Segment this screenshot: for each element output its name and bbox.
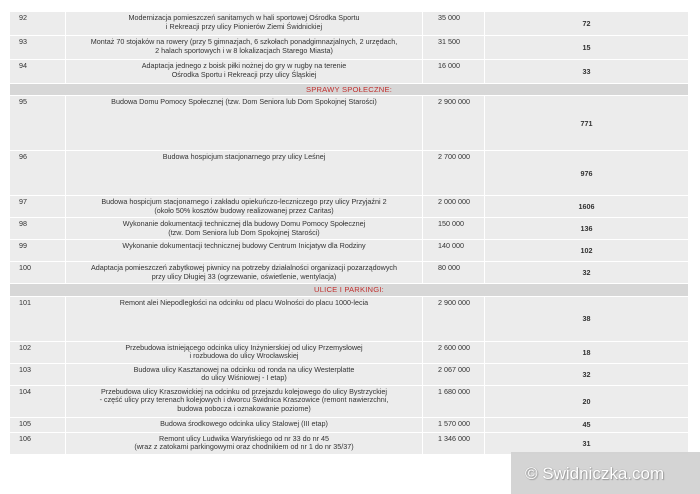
table-body-streets	[10, 296, 689, 454]
project-amount: 35 000	[423, 12, 485, 36]
description-line: Remont ulicy Ludwika Waryńskiego od nr 33 do nr 45	[159, 433, 329, 443]
table-row	[10, 296, 689, 341]
description-line: (wraz z zatokami parkingowymi oraz chodnikiem od nr 1 do nr 35/37)	[134, 442, 354, 452]
description-line: i rozbudowa do ulicy Wrocławskiej	[189, 351, 299, 361]
project-votes: 771	[485, 96, 689, 151]
project-description	[66, 151, 423, 196]
section-title: SPRAWY SPOŁECZNE:	[10, 84, 689, 96]
project-description	[66, 36, 423, 60]
project-description	[66, 417, 423, 432]
description-line: Budowa środkowego odcinka ulicy Stalowej (III etap)	[160, 418, 328, 428]
description-line: Budowa hospicjum stacjonarnego przy ulicy Leśnej	[162, 152, 326, 162]
description-line: Montaż 70 stojaków na rowery (przy 5 gimnazjach, 6 szkołach ponadgimnazjalnych, 2 urzędach,	[90, 37, 398, 46]
project-votes: 31	[485, 432, 689, 454]
project-description	[66, 385, 423, 417]
project-description	[66, 262, 423, 284]
project-amount: 2 067 000	[423, 363, 485, 385]
description-line: budowa pobocza i oznakowanie poziome)	[177, 404, 311, 414]
project-votes: 32	[485, 363, 689, 385]
project-amount: 80 000	[423, 262, 485, 284]
project-votes: 72	[485, 12, 689, 36]
project-description	[66, 240, 423, 262]
table-row	[10, 151, 689, 196]
table-row	[10, 341, 689, 363]
budget-projects-table	[9, 11, 689, 455]
project-number: 98	[10, 218, 66, 240]
watermark-text: © Swidniczka.com	[525, 464, 665, 483]
description-line: Budowa Domu Pomocy Społecznej (tzw. Dom Seniora lub Dom Spokojnej Starości)	[111, 97, 377, 107]
description-line: do ulicy Wiśniowej - I etap)	[201, 373, 287, 383]
project-number: 95	[10, 96, 66, 151]
project-number: 92	[10, 12, 66, 36]
project-number: 104	[10, 385, 66, 417]
project-amount: 1 346 000	[423, 432, 485, 454]
project-number: 101	[10, 296, 66, 341]
project-amount: 16 000	[423, 60, 485, 84]
project-number: 103	[10, 363, 66, 385]
section-header-row	[10, 84, 689, 96]
project-votes: 18	[485, 341, 689, 363]
table-row	[10, 363, 689, 385]
table-row	[10, 96, 689, 151]
project-votes: 976	[485, 151, 689, 196]
project-votes: 45	[485, 417, 689, 432]
description-line: Wykonanie dokumentacji technicznej budowy Centrum Inicjatyw dla Rodziny	[122, 241, 366, 251]
project-amount: 2 700 000	[423, 151, 485, 196]
project-votes: 15	[485, 36, 689, 60]
table-row	[10, 262, 689, 284]
project-description	[66, 196, 423, 218]
project-amount: 31 500	[423, 36, 485, 60]
description-line: i Rekreacji przy ulicy Pionierów Ziemi Świdnickiej	[165, 21, 323, 31]
description-line: Budowa ulicy Kasztanowej na odcinku od ronda na ulicy Westerplatte	[133, 364, 355, 374]
project-amount: 1 680 000	[423, 385, 485, 417]
project-votes: 38	[485, 296, 689, 341]
project-amount: 1 570 000	[423, 417, 485, 432]
project-amount: 2 900 000	[423, 96, 485, 151]
section-social	[10, 84, 689, 96]
description-line: - część ulicy przy terenach kolejowych i dworcu Świdnica Kraszowice (remont nawierzchni,	[99, 395, 389, 405]
section-header-row	[10, 284, 689, 296]
project-number: 96	[10, 151, 66, 196]
project-number: 93	[10, 36, 66, 60]
project-amount: 2 600 000	[423, 341, 485, 363]
table-row	[10, 36, 689, 60]
project-votes: 32	[485, 262, 689, 284]
section-title: ULICE I PARKINGI:	[10, 284, 689, 296]
table-row	[10, 432, 689, 454]
project-votes: 33	[485, 60, 689, 84]
description-line: Wykonanie dokumentacji technicznej dla budowy Domu Pomocy Społecznej	[122, 219, 366, 229]
project-description	[66, 96, 423, 151]
project-votes: 102	[485, 240, 689, 262]
project-votes: 1606	[485, 196, 689, 218]
description-line: Przebudowa ulicy Kraszowickiej na odcinku od przejazdu kolejowego do ulicy Bystrzyckiej	[100, 386, 388, 396]
project-amount: 2 900 000	[423, 296, 485, 341]
description-line: Budowa hospicjum stacjonarnego i zakładu opiekuńczo-leczniczego przy ulicy Przyjaźni 2	[101, 197, 387, 207]
project-description	[66, 341, 423, 363]
project-number: 97	[10, 196, 66, 218]
description-line: Przebudowa istniejącego odcinka ulicy Inżynierskiej od ulicy Przemysłowej	[125, 342, 363, 352]
project-description	[66, 432, 423, 454]
table-body-social	[10, 96, 689, 284]
description-line: Adaptacja pomieszczeń zabytkowej piwnicy na potrzeby działalności organizacji pozarządowych	[90, 263, 398, 273]
table-row	[10, 240, 689, 262]
project-amount: 140 000	[423, 240, 485, 262]
table-row	[10, 417, 689, 432]
project-number: 102	[10, 341, 66, 363]
project-number: 106	[10, 432, 66, 454]
project-number: 105	[10, 417, 66, 432]
description-line: (tzw. Dom Seniora lub Dom Spokojnej Starości)	[168, 228, 320, 238]
project-description	[66, 12, 423, 36]
project-votes: 136	[485, 218, 689, 240]
description-line: Remont alei Niepodległości na odcinku od placu Wolności do placu 1000-lecia	[119, 297, 369, 307]
project-amount: 2 000 000	[423, 196, 485, 218]
description-line: Ośrodka Sportu i Rekreacji przy ulicy Śląskiej	[171, 69, 317, 79]
project-description	[66, 296, 423, 341]
table-row	[10, 385, 689, 417]
project-amount: 150 000	[423, 218, 485, 240]
project-description	[66, 363, 423, 385]
description-line: Adaptacja jednego z boisk piłki nożnej do gry w rugby na terenie	[141, 61, 347, 70]
description-line: 2 halach sportowych i w 8 lokalizacjach Starego Miasta)	[155, 45, 333, 55]
description-line: przy ulicy Długiej 33 (ogrzewanie, oświetlenie, wentylacja)	[151, 272, 337, 282]
project-description	[66, 218, 423, 240]
project-number: 94	[10, 60, 66, 84]
table-row	[10, 218, 689, 240]
table-body-top	[10, 12, 689, 84]
description-line: (około 50% kosztów budowy realizowanej przez Caritas)	[154, 206, 334, 216]
description-line: Modernizacja pomieszczeń sanitarnych w hali sportowej Ośrodka Sportu	[128, 13, 360, 22]
table-row	[10, 60, 689, 84]
project-number: 100	[10, 262, 66, 284]
project-description	[66, 60, 423, 84]
project-number: 99	[10, 240, 66, 262]
project-votes: 20	[485, 385, 689, 417]
table-row	[10, 12, 689, 36]
section-streets	[10, 284, 689, 296]
table-row	[10, 196, 689, 218]
